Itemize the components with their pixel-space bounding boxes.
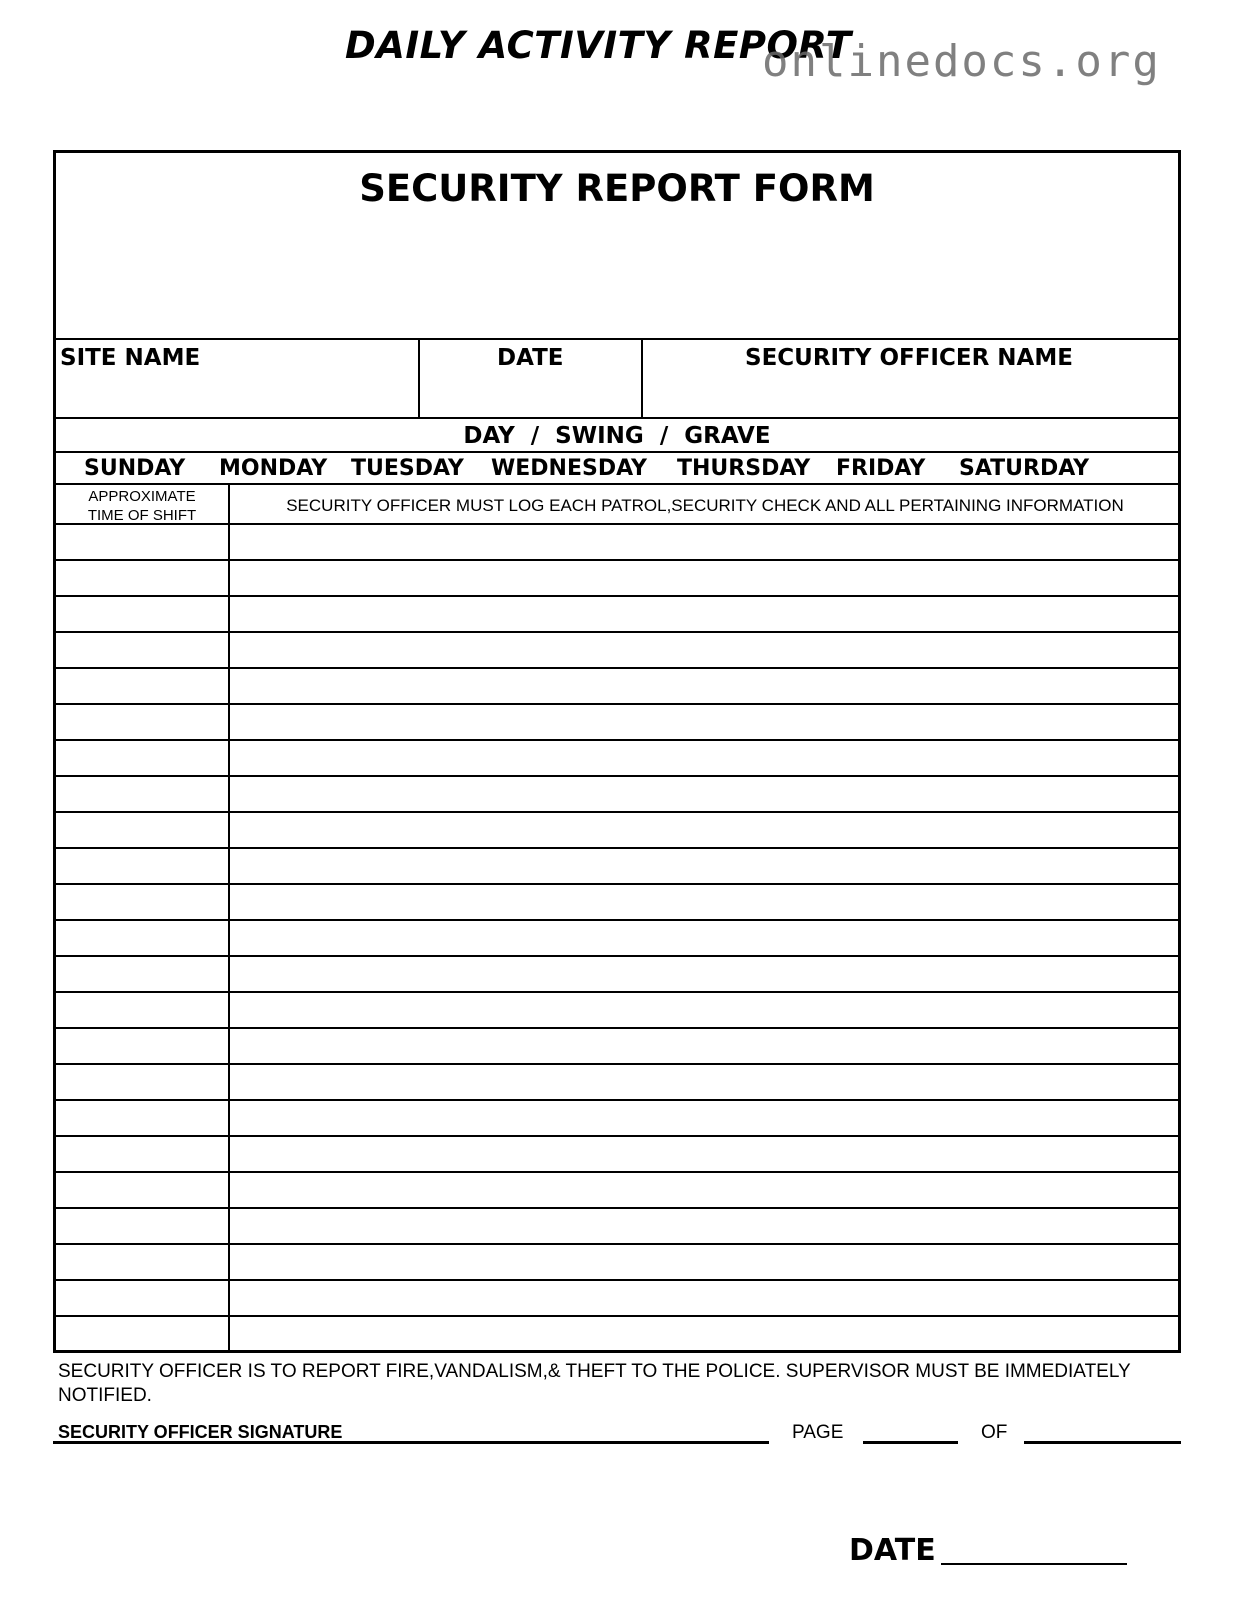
- watermark: onlinedocs.org: [762, 36, 1161, 87]
- day-option-sunday[interactable]: SUNDAY: [84, 456, 186, 481]
- footer-notice: SECURITY OFFICER IS TO REPORT FIRE,VANDALISM,& THEFT TO THE POLICE. SUPERVISOR MUST BE IMMEDIATELY NOTIFIED.: [58, 1361, 1131, 1406]
- document-title: DAILY ACTIVITY REPORT: [345, 24, 852, 67]
- time-cell[interactable]: [56, 741, 227, 774]
- time-cell[interactable]: [56, 1137, 227, 1170]
- log-entry-cell[interactable]: [231, 1137, 1177, 1170]
- time-cell[interactable]: [56, 597, 227, 630]
- log-entry-cell[interactable]: [231, 525, 1177, 558]
- divider: [53, 483, 1181, 485]
- log-entry-cell[interactable]: [231, 1281, 1177, 1314]
- day-option-friday[interactable]: FRIDAY: [836, 456, 926, 481]
- time-cell[interactable]: [56, 1281, 227, 1314]
- time-header-line1: APPROXIMATE: [88, 488, 196, 505]
- day-option-monday[interactable]: MONDAY: [219, 456, 328, 481]
- bottom-date-label: DATE: [849, 1533, 936, 1568]
- time-cell[interactable]: [56, 669, 227, 702]
- log-entry-cell[interactable]: [231, 813, 1177, 846]
- divider: [53, 417, 1181, 419]
- log-entry-cell[interactable]: [231, 849, 1177, 882]
- of-label: OF: [981, 1422, 1008, 1443]
- time-cell[interactable]: [56, 1209, 227, 1242]
- day-option-saturday[interactable]: SATURDAY: [959, 456, 1090, 481]
- divider: [53, 338, 1181, 340]
- site-name-field[interactable]: SITE NAME: [60, 345, 201, 371]
- time-cell[interactable]: [56, 777, 227, 810]
- log-entry-cell[interactable]: [231, 633, 1177, 666]
- log-entry-cell[interactable]: [231, 885, 1177, 918]
- page-label: PAGE: [792, 1422, 844, 1443]
- column-divider: [228, 483, 230, 1351]
- time-cell[interactable]: [56, 1065, 227, 1098]
- log-entry-cell[interactable]: [231, 1065, 1177, 1098]
- log-entry-cell[interactable]: [231, 1029, 1177, 1062]
- time-cell[interactable]: [56, 1101, 227, 1134]
- time-cell[interactable]: [56, 849, 227, 882]
- shift-options[interactable]: DAY / SWING / GRAVE: [463, 423, 771, 449]
- time-cell[interactable]: [56, 1029, 227, 1062]
- divider: [53, 451, 1181, 453]
- time-cell[interactable]: [56, 705, 227, 738]
- time-cell[interactable]: [56, 957, 227, 990]
- time-column-header: [56, 487, 228, 525]
- time-cell[interactable]: [56, 633, 227, 666]
- officer-name-field[interactable]: SECURITY OFFICER NAME: [745, 345, 1073, 371]
- time-cell[interactable]: [56, 921, 227, 954]
- day-option-tuesday[interactable]: TUESDAY: [351, 456, 464, 481]
- page-total-line[interactable]: [1024, 1441, 1181, 1444]
- log-entry-cell[interactable]: [231, 1173, 1177, 1206]
- time-cell[interactable]: [56, 1317, 227, 1350]
- time-cell[interactable]: [56, 1173, 227, 1206]
- log-entry-cell[interactable]: [231, 921, 1177, 954]
- time-cell[interactable]: [56, 561, 227, 594]
- time-cell[interactable]: [56, 993, 227, 1026]
- log-entry-cell[interactable]: [231, 1209, 1177, 1242]
- page-number-line[interactable]: [863, 1441, 958, 1444]
- log-entry-cell[interactable]: [231, 1245, 1177, 1278]
- log-entry-cell[interactable]: [231, 777, 1177, 810]
- time-cell[interactable]: [56, 1245, 227, 1278]
- log-entry-cell[interactable]: [231, 957, 1177, 990]
- log-entry-cell[interactable]: [231, 741, 1177, 774]
- date-field[interactable]: DATE: [497, 345, 564, 371]
- time-cell[interactable]: [56, 885, 227, 918]
- divider: [641, 338, 643, 418]
- form-title: SECURITY REPORT FORM: [359, 167, 875, 210]
- log-entry-cell[interactable]: [231, 597, 1177, 630]
- log-entry-cell[interactable]: [231, 1101, 1177, 1134]
- divider: [418, 338, 420, 418]
- log-column-header: SECURITY OFFICER MUST LOG EACH PATROL,SECURITY CHECK AND ALL PERTAINING INFORMATION: [286, 496, 1124, 515]
- day-option-thursday[interactable]: THURSDAY: [677, 456, 811, 481]
- bottom-date-line[interactable]: [941, 1563, 1127, 1565]
- log-entry-cell[interactable]: [231, 669, 1177, 702]
- time-cell[interactable]: [56, 525, 227, 558]
- log-entry-cell[interactable]: [231, 561, 1177, 594]
- log-entry-cell[interactable]: [231, 705, 1177, 738]
- signature-label: SECURITY OFFICER SIGNATURE: [58, 1422, 343, 1442]
- time-cell[interactable]: [56, 813, 227, 846]
- signature-line[interactable]: [53, 1441, 769, 1444]
- day-option-wednesday[interactable]: WEDNESDAY: [491, 456, 647, 481]
- log-entry-cell[interactable]: [231, 993, 1177, 1026]
- log-entry-cell[interactable]: [231, 1317, 1177, 1350]
- time-header-line2: TIME OF SHIFT: [87, 507, 197, 524]
